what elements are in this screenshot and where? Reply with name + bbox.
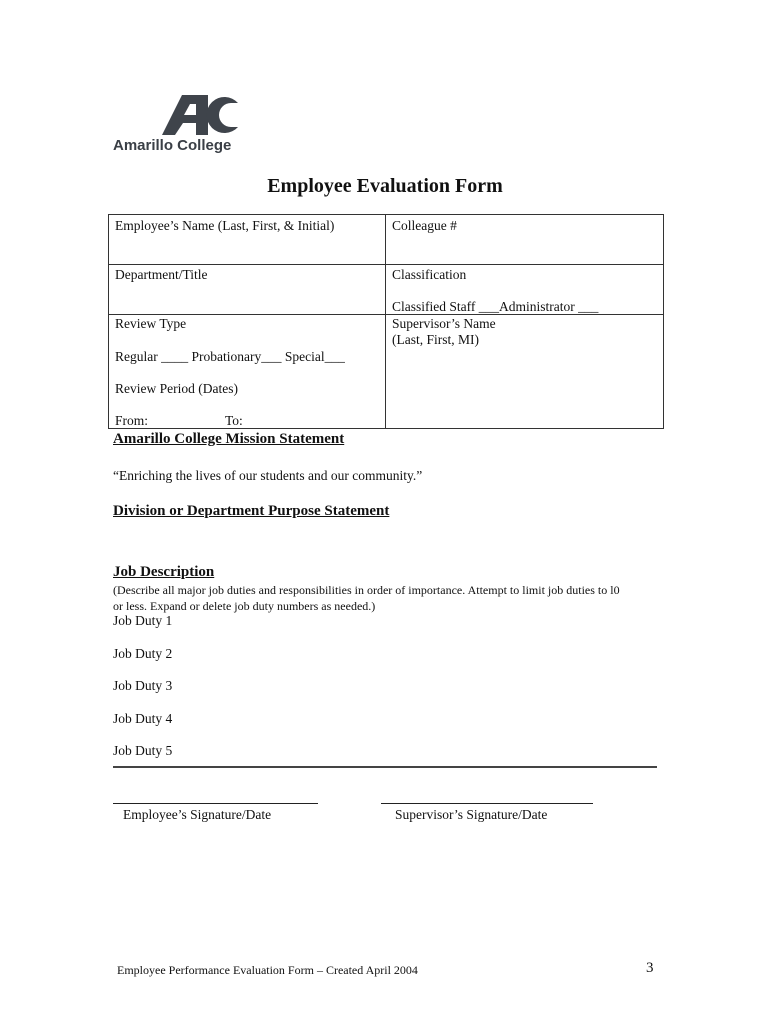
job-description-heading: Job Description: [113, 564, 215, 580]
job-duty-2[interactable]: Job Duty 2: [113, 646, 173, 661]
classification-options[interactable]: Classified Staff ___Administrator ___: [392, 299, 599, 314]
table-row-divider: [109, 264, 663, 265]
table-column-divider: [385, 215, 386, 428]
job-duty-1[interactable]: Job Duty 1: [113, 613, 173, 628]
employee-signature-line[interactable]: [113, 803, 318, 804]
section-divider: [113, 766, 657, 768]
logo-wordmark: Amarillo College: [113, 137, 232, 154]
colleague-number-field[interactable]: Colleague #: [392, 218, 457, 233]
mission-text: “Enriching the lives of our students and our community.”: [113, 468, 423, 483]
purpose-heading: Division or Department Purpose Statement: [113, 503, 390, 519]
page-title: Employee Evaluation Form: [267, 175, 503, 197]
review-type-options[interactable]: Regular ____ Probationary___ Special___: [115, 349, 345, 364]
review-from-field[interactable]: From:: [115, 413, 149, 428]
page-number: 3: [646, 960, 654, 976]
ac-logo-mark-icon: [112, 93, 242, 137]
job-description-instructions: (Describe all major job duties and responsibilities in order of importance. Attempt to limit job duties to l0: [113, 583, 620, 597]
employee-info-table: [108, 214, 664, 429]
supervisor-name-field[interactable]: Supervisor’s Name: [392, 316, 496, 331]
department-title-field[interactable]: Department/Title: [115, 267, 208, 282]
supervisor-name-hint: (Last, First, MI): [392, 332, 479, 347]
amarillo-college-logo: [112, 93, 242, 157]
job-duty-3[interactable]: Job Duty 3: [113, 678, 173, 693]
employee-name-field[interactable]: Employee’s Name (Last, First, & Initial): [115, 218, 335, 233]
job-description-instructions: or less. Expand or delete job duty numbers as needed.): [113, 599, 376, 613]
mission-heading: Amarillo College Mission Statement: [113, 431, 345, 447]
review-type-label: Review Type: [115, 316, 187, 331]
job-duty-4[interactable]: Job Duty 4: [113, 711, 173, 726]
review-to-field[interactable]: To:: [225, 413, 243, 428]
job-duty-5[interactable]: Job Duty 5: [113, 743, 173, 758]
supervisor-signature-label: Supervisor’s Signature/Date: [395, 807, 548, 822]
review-period-label: Review Period (Dates): [115, 381, 238, 396]
classification-label: Classification: [392, 267, 467, 282]
footer-text: Employee Performance Evaluation Form – Created April 2004: [117, 963, 418, 977]
supervisor-signature-line[interactable]: [381, 803, 593, 804]
employee-signature-label: Employee’s Signature/Date: [123, 807, 272, 822]
